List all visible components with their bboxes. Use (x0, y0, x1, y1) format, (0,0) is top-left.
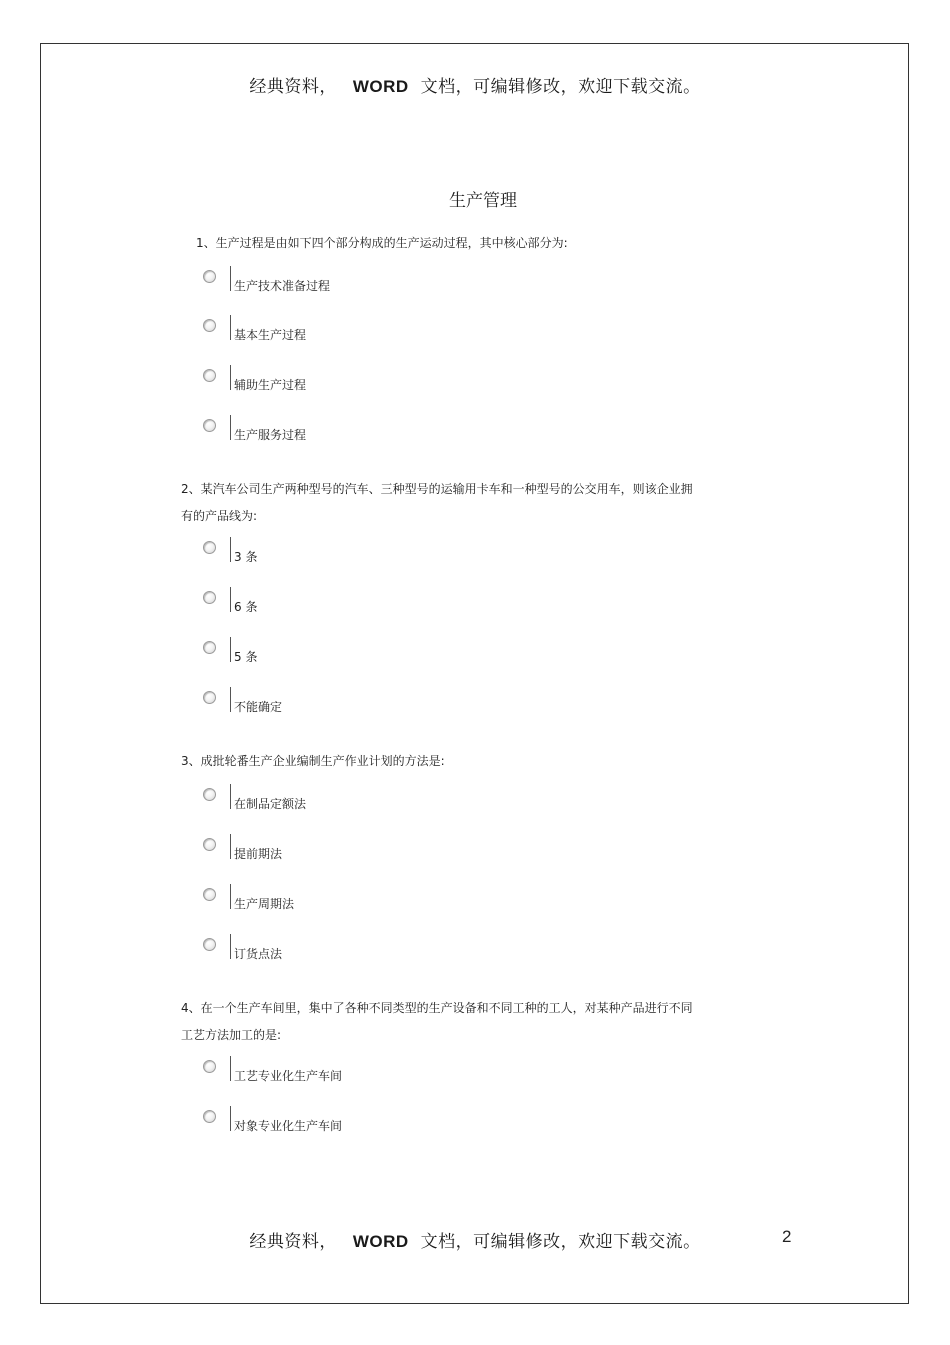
separator (230, 884, 231, 909)
radio-button[interactable] (203, 1060, 216, 1073)
radio-button[interactable] (203, 641, 216, 654)
separator (230, 415, 231, 440)
radio-button[interactable] (203, 888, 216, 901)
banner-suffix: 文档，可编辑修改，欢迎下载交流。 (420, 1232, 701, 1252)
separator (230, 537, 231, 562)
separator (230, 365, 231, 390)
q2-option-4[interactable] (203, 687, 503, 715)
q4-option-1[interactable] (203, 1056, 503, 1084)
header-banner (0, 72, 950, 97)
option-label: 生产周期法 (234, 897, 295, 911)
question-2 (181, 476, 737, 530)
q3-option-1[interactable] (203, 784, 503, 812)
option-label: 对象专业化生产车间 (234, 1119, 343, 1133)
q1-option-3[interactable] (203, 365, 503, 393)
question-2-line-1: 2、某汽车公司生产两种型号的汽车、三种型号的运输用卡车和一种型号的公交用车，则该企业拥 (181, 482, 693, 496)
option-label: 不能确定 (234, 700, 283, 714)
question-4-line-1: 4、在一个生产车间里，集中了各种不同类型的生产设备和不同工种的工人，对某种产品进行不同 (181, 1001, 693, 1015)
separator (230, 1106, 231, 1131)
radio-button[interactable] (203, 369, 216, 382)
radio-button[interactable] (203, 1110, 216, 1123)
radio-button[interactable] (203, 319, 216, 332)
separator (230, 784, 231, 809)
question-3: 3、成批轮番生产企业编制生产作业计划的方法是: (181, 754, 445, 768)
option-label: 提前期法 (234, 847, 283, 861)
separator (230, 834, 231, 859)
radio-button[interactable] (203, 419, 216, 432)
q2-option-2[interactable] (203, 587, 503, 615)
q1-option-4[interactable] (203, 415, 503, 443)
q2-option-3[interactable] (203, 637, 503, 665)
q1-option-2[interactable] (203, 315, 503, 343)
q3-option-4[interactable] (203, 934, 503, 962)
question-4-line-2: 工艺方法加工的是: (181, 1028, 282, 1042)
q1-option-1[interactable] (203, 266, 503, 294)
q2-option-1[interactable] (203, 537, 503, 565)
radio-button[interactable] (203, 938, 216, 951)
separator (230, 1056, 231, 1081)
question-1: 1、生产过程是由如下四个部分构成的生产运动过程，其中核心部分为: (196, 236, 568, 250)
q3-option-2[interactable] (203, 834, 503, 862)
q4-option-2[interactable] (203, 1106, 503, 1134)
radio-button[interactable] (203, 838, 216, 851)
radio-button[interactable] (203, 591, 216, 604)
separator (230, 587, 231, 612)
q3-option-3[interactable] (203, 884, 503, 912)
banner-word: WORD (352, 1232, 409, 1251)
radio-button[interactable] (203, 541, 216, 554)
option-label: 在制品定额法 (234, 797, 307, 811)
option-label: 生产服务过程 (234, 428, 307, 442)
option-label: 6 条 (234, 600, 258, 614)
option-label: 订货点法 (234, 947, 283, 961)
footer-banner (0, 1227, 950, 1252)
option-label: 5 条 (234, 650, 258, 664)
radio-button[interactable] (203, 270, 216, 283)
option-label: 基本生产过程 (234, 328, 307, 342)
separator (230, 934, 231, 959)
separator (230, 687, 231, 712)
banner-prefix: 经典资料， (249, 77, 337, 97)
radio-button[interactable] (203, 691, 216, 704)
option-label: 3 条 (234, 550, 258, 564)
document-title: 生产管理 (449, 191, 517, 211)
option-label: 工艺专业化生产车间 (234, 1069, 343, 1083)
separator (230, 315, 231, 340)
separator (230, 637, 231, 662)
banner-suffix: 文档，可编辑修改，欢迎下载交流。 (420, 77, 701, 97)
radio-button[interactable] (203, 788, 216, 801)
banner-word: WORD (352, 77, 409, 96)
separator (230, 266, 231, 291)
question-4 (181, 995, 737, 1049)
option-label: 生产技术准备过程 (234, 279, 331, 293)
option-label: 辅助生产过程 (234, 378, 307, 392)
page-number: 2 (782, 1227, 792, 1246)
question-2-line-2: 有的产品线为: (181, 509, 258, 523)
banner-prefix: 经典资料， (249, 1232, 337, 1252)
